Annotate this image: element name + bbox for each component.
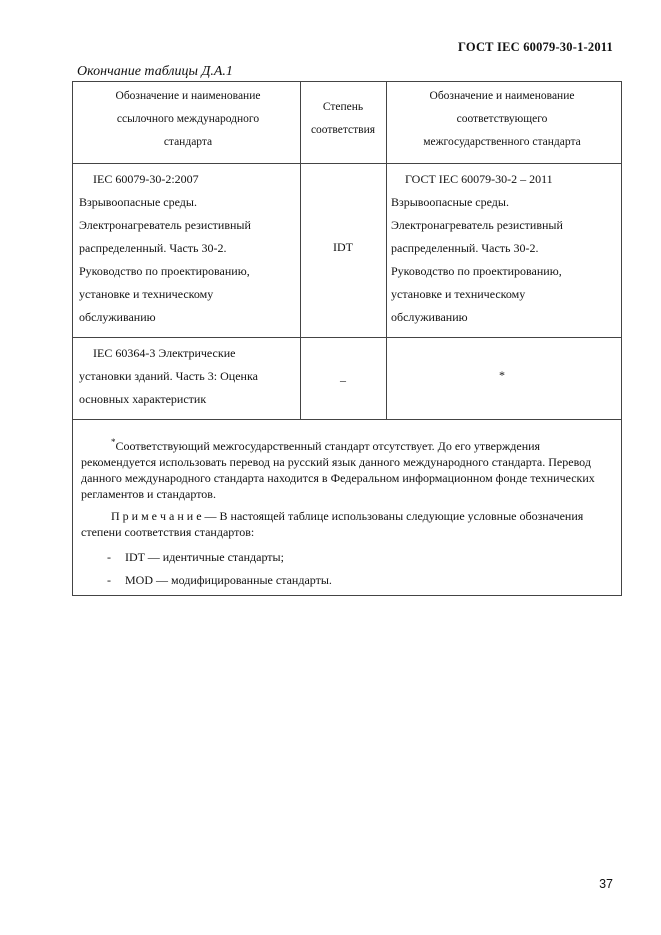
row2-national-standard: * xyxy=(499,368,505,382)
row2-ref-standard: IEC 60364-3 Электрические установки зданий. Часть 3: Оценка основных характеристик xyxy=(79,346,258,406)
row-divider xyxy=(73,163,621,164)
table-footnote xyxy=(81,434,613,592)
header-ref-standard: Обозначение и наименование ссылочного международного стандарта xyxy=(115,90,261,148)
row1-national-standard: ГОСТ IEC 60079-30-2 – 2011 Взрывоопасные среды. Электронагреватель резистивный распределенный. Часть 30-2. Руководство по проектированию, установке и техническому обслуживанию xyxy=(391,172,563,324)
row2-degree: – xyxy=(340,373,346,387)
footnote-mark: * xyxy=(111,437,116,447)
table-caption: Окончание таблицы Д.А.1 xyxy=(77,64,233,79)
page-number: 37 xyxy=(599,877,613,891)
header-degree: Степень соответствия xyxy=(310,101,376,136)
footnote-text: Соответствующий межгосударственный стандарт отсутствует. До его утверждения рекомендуется использовать перевод на русский язык данного международного стандарта. Перевод данного международного стандарта находится в Федеральном информационном фонде технических регламентов и стандартов. xyxy=(81,439,595,501)
row1-degree: IDT xyxy=(333,240,353,254)
header-national-standard: Обозначение и наименование соответствующего межгосударственного стандарта xyxy=(423,90,581,148)
list-item: - MOD — модифицированные стандарты. xyxy=(107,573,332,587)
column-divider xyxy=(386,82,387,420)
list-item: - IDT — идентичные стандарты; xyxy=(107,550,284,564)
document-header: ГОСТ IEC 60079-30-1-2011 xyxy=(458,40,613,54)
row1-ref-standard: IEC 60079-30-2:2007 Взрывоопасные среды. Электронагреватель резистивный распределенный. Часть 30-2. Руководство по проектированию, установке и техническому обслуживанию xyxy=(79,172,251,324)
designation-list xyxy=(81,546,613,592)
note-text: П р и м е ч а н и е — В настоящей таблице использованы следующие условные обозначения степени соответствия стандартов: xyxy=(81,509,584,539)
reference-table xyxy=(72,81,622,596)
row-divider xyxy=(73,419,621,420)
row-divider xyxy=(73,337,621,338)
